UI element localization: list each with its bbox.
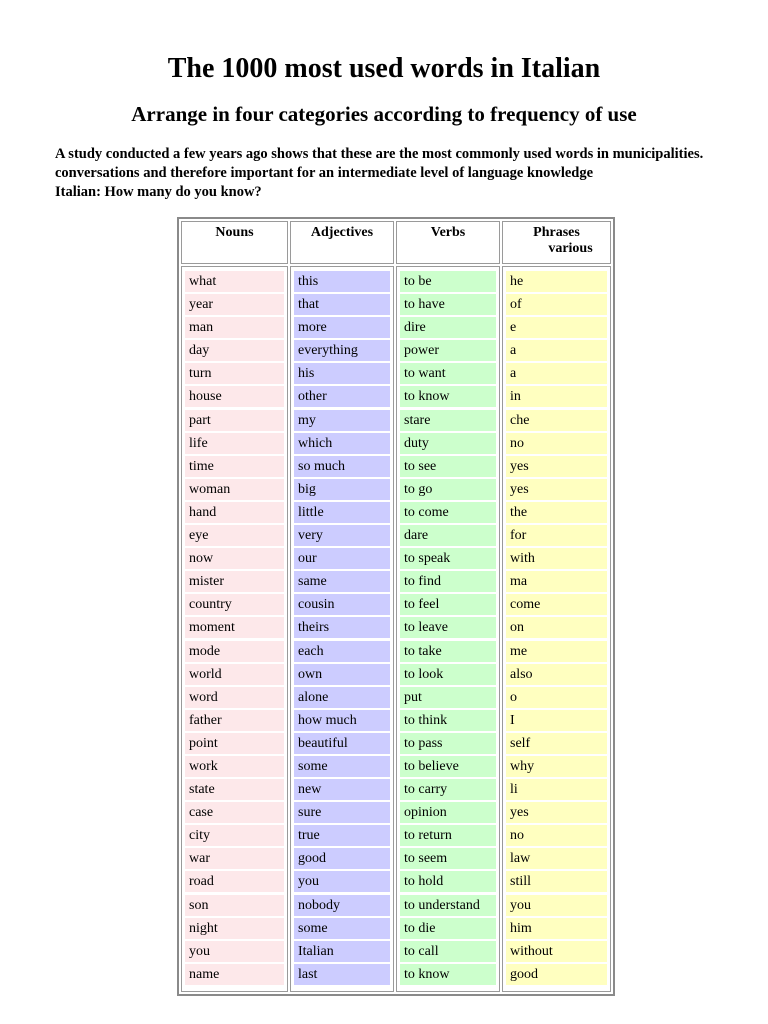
adjectives-word-cell: beautiful [294, 733, 390, 754]
adjectives-word-cell: true [294, 825, 390, 846]
nouns-word-cell: case [185, 802, 284, 823]
phrases-word-cell: of [506, 294, 607, 315]
phrases-word-cell: che [506, 410, 607, 431]
nouns-word-cell: life [185, 433, 284, 454]
nouns-word-cell: state [185, 779, 284, 800]
phrases-word-cell: good [506, 964, 607, 985]
verbs-word-cell: to feel [400, 594, 496, 615]
adjectives-word-cell: his [294, 363, 390, 384]
phrases-word-cell: why [506, 756, 607, 777]
phrases-word-cell: in [506, 386, 607, 407]
verbs-word-cell: to take [400, 641, 496, 662]
phrases-word-cell: a [506, 340, 607, 361]
phrases-word-cell: still [506, 871, 607, 892]
adjectives-word-cell: new [294, 779, 390, 800]
phrases-word-cell: yes [506, 456, 607, 477]
verbs-word-cell: to see [400, 456, 496, 477]
phrases-word-cell: for [506, 525, 607, 546]
nouns-word-cell: city [185, 825, 284, 846]
verbs-word-cell: to think [400, 710, 496, 731]
phrases-word-cell: o [506, 687, 607, 708]
nouns-word-cell: year [185, 294, 284, 315]
phrases-word-cell: me [506, 641, 607, 662]
adjectives-word-cell: you [294, 871, 390, 892]
phrases-word-cell: the [506, 502, 607, 523]
phrases-word-cell: yes [506, 802, 607, 823]
word-frequency-table [177, 217, 615, 996]
nouns-word-cell: man [185, 317, 284, 338]
phrases-word-cell: on [506, 617, 607, 638]
verbs-word-cell: put [400, 687, 496, 708]
verbs-word-cell: to understand [400, 895, 496, 916]
phrases-word-cell: no [506, 433, 607, 454]
nouns-word-cell: day [185, 340, 284, 361]
phrases-word-cell: ma [506, 571, 607, 592]
phrases-word-cell: also [506, 664, 607, 685]
nouns-word-cell: world [185, 664, 284, 685]
verbs-word-cell: dare [400, 525, 496, 546]
adjectives-word-cell: very [294, 525, 390, 546]
phrases-word-cell: self [506, 733, 607, 754]
adjectives-word-cell: some [294, 918, 390, 939]
verbs-word-cell: to want [400, 363, 496, 384]
adjectives-word-cell: more [294, 317, 390, 338]
verbs-word-cell: to look [400, 664, 496, 685]
page-subtitle: Arrange in four categories according to frequency of use [131, 102, 637, 126]
header-verbs: Verbs [396, 221, 500, 264]
adjectives-word-cell: how much [294, 710, 390, 731]
phrases-word-cell: li [506, 779, 607, 800]
nouns-word-cell: war [185, 848, 284, 869]
nouns-word-cell: work [185, 756, 284, 777]
phrases-word-cell: come [506, 594, 607, 615]
nouns-word-cell: point [185, 733, 284, 754]
nouns-word-cell: mode [185, 641, 284, 662]
nouns-word-cell: moment [185, 617, 284, 638]
header-adjectives: Adjectives [290, 221, 394, 264]
verbs-word-cell: to call [400, 941, 496, 962]
intro-line: conversations and therefore important for an intermediate level of language knowledge [55, 165, 594, 181]
nouns-word-cell: country [185, 594, 284, 615]
verbs-word-cell: to come [400, 502, 496, 523]
nouns-word-cell: part [185, 410, 284, 431]
verbs-word-cell: to pass [400, 733, 496, 754]
nouns-word-cell: what [185, 271, 284, 292]
adjectives-word-cell: Italian [294, 941, 390, 962]
nouns-word-cell: word [185, 687, 284, 708]
nouns-word-cell: woman [185, 479, 284, 500]
nouns-word-cell: mister [185, 571, 284, 592]
table-body-row [181, 266, 611, 992]
column-adjectives [290, 266, 394, 992]
column-verbs [396, 266, 500, 992]
verbs-word-cell: to leave [400, 617, 496, 638]
adjectives-word-cell: cousin [294, 594, 390, 615]
adjectives-word-cell: own [294, 664, 390, 685]
nouns-word-cell: name [185, 964, 284, 985]
adjectives-word-cell: same [294, 571, 390, 592]
phrases-word-cell: without [506, 941, 607, 962]
page-title: The 1000 most used words in Italian [167, 53, 601, 84]
phrases-word-cell: with [506, 548, 607, 569]
intro-line: Italian: How many do you know? [55, 184, 262, 200]
phrases-word-cell: no [506, 825, 607, 846]
header-nouns: Nouns [181, 221, 288, 264]
adjectives-word-cell: that [294, 294, 390, 315]
adjectives-word-cell: our [294, 548, 390, 569]
adjectives-word-cell: good [294, 848, 390, 869]
intro-paragraph [55, 145, 755, 202]
verbs-word-cell: opinion [400, 802, 496, 823]
verbs-word-cell: power [400, 340, 496, 361]
verbs-word-cell: stare [400, 410, 496, 431]
nouns-word-cell: now [185, 548, 284, 569]
phrases-word-cell: yes [506, 479, 607, 500]
nouns-word-cell: eye [185, 525, 284, 546]
intro-line: A study conducted a few years ago shows that these are the most commonly used words in municipalities. [55, 146, 704, 162]
nouns-word-cell: you [185, 941, 284, 962]
phrases-word-cell: e [506, 317, 607, 338]
adjectives-word-cell: some [294, 756, 390, 777]
verbs-word-cell: to be [400, 271, 496, 292]
nouns-word-cell: hand [185, 502, 284, 523]
adjectives-word-cell: this [294, 271, 390, 292]
verbs-word-cell: duty [400, 433, 496, 454]
adjectives-word-cell: big [294, 479, 390, 500]
verbs-word-cell: to die [400, 918, 496, 939]
phrases-word-cell: you [506, 895, 607, 916]
verbs-word-cell: to return [400, 825, 496, 846]
phrases-word-cell: him [506, 918, 607, 939]
phrases-word-cell: I [506, 710, 607, 731]
table-header-row [181, 221, 611, 264]
nouns-word-cell: father [185, 710, 284, 731]
verbs-word-cell: to hold [400, 871, 496, 892]
adjectives-word-cell: sure [294, 802, 390, 823]
adjectives-word-cell: everything [294, 340, 390, 361]
adjectives-word-cell: theirs [294, 617, 390, 638]
phrases-word-cell: law [506, 848, 607, 869]
nouns-word-cell: son [185, 895, 284, 916]
verbs-word-cell: to find [400, 571, 496, 592]
nouns-word-cell: turn [185, 363, 284, 384]
adjectives-word-cell: alone [294, 687, 390, 708]
nouns-word-cell: night [185, 918, 284, 939]
nouns-word-cell: road [185, 871, 284, 892]
adjectives-word-cell: little [294, 502, 390, 523]
verbs-word-cell: to know [400, 964, 496, 985]
column-phrases [502, 266, 611, 992]
column-nouns [181, 266, 288, 992]
phrases-word-cell: he [506, 271, 607, 292]
adjectives-word-cell: last [294, 964, 390, 985]
verbs-word-cell: to seem [400, 848, 496, 869]
adjectives-word-cell: my [294, 410, 390, 431]
verbs-word-cell: dire [400, 317, 496, 338]
verbs-word-cell: to carry [400, 779, 496, 800]
header-phrases: Phrases various [502, 221, 611, 264]
adjectives-word-cell: nobody [294, 895, 390, 916]
verbs-word-cell: to believe [400, 756, 496, 777]
verbs-word-cell: to have [400, 294, 496, 315]
phrases-word-cell: a [506, 363, 607, 384]
adjectives-word-cell: other [294, 386, 390, 407]
verbs-word-cell: to know [400, 386, 496, 407]
nouns-word-cell: house [185, 386, 284, 407]
adjectives-word-cell: so much [294, 456, 390, 477]
adjectives-word-cell: each [294, 641, 390, 662]
verbs-word-cell: to go [400, 479, 496, 500]
adjectives-word-cell: which [294, 433, 390, 454]
verbs-word-cell: to speak [400, 548, 496, 569]
nouns-word-cell: time [185, 456, 284, 477]
